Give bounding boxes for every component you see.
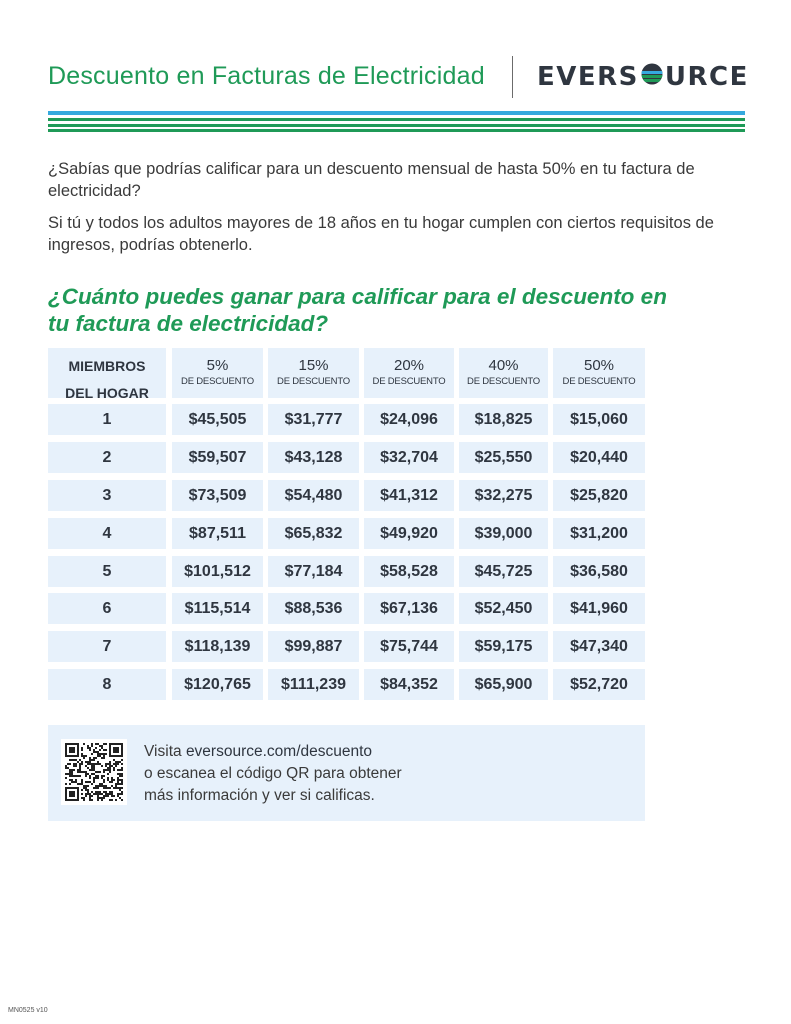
info-box bbox=[48, 725, 645, 821]
income-limit-cell: $118,139 bbox=[172, 631, 263, 662]
green-stripe bbox=[48, 118, 745, 121]
income-limit-cell: $52,720 bbox=[553, 669, 645, 700]
income-limit-cell: $87,511 bbox=[172, 518, 263, 549]
income-limit-cell: $59,175 bbox=[459, 631, 548, 662]
income-limit-cell: $84,352 bbox=[364, 669, 454, 700]
income-limit-cell: $20,440 bbox=[553, 442, 645, 473]
household-members-cell: 8 bbox=[48, 669, 166, 700]
column-header bbox=[172, 348, 263, 398]
column-header bbox=[553, 348, 645, 398]
income-limit-cell: $31,777 bbox=[268, 404, 359, 435]
column-header-percent: 50% bbox=[583, 357, 615, 374]
income-limit-cell: $47,340 bbox=[553, 631, 645, 662]
income-limit-cell: $36,580 bbox=[553, 556, 645, 587]
household-members-cell: 6 bbox=[48, 593, 166, 624]
household-members-cell: 4 bbox=[48, 518, 166, 549]
column-header bbox=[364, 348, 454, 398]
column-header bbox=[268, 348, 359, 398]
income-limit-cell: $45,505 bbox=[172, 404, 263, 435]
household-members-cell: 1 bbox=[48, 404, 166, 435]
income-limit-cell: $43,128 bbox=[268, 442, 359, 473]
income-limit-cell: $52,450 bbox=[459, 593, 548, 624]
income-limit-cell: $75,744 bbox=[364, 631, 454, 662]
income-limit-cell: $45,725 bbox=[459, 556, 548, 587]
income-limit-cell: $24,096 bbox=[364, 404, 454, 435]
info-line3: más información y ver si calificas. bbox=[144, 787, 375, 804]
blue-stripe bbox=[48, 111, 745, 115]
intro-paragraph: ¿Sabías que podrías calificar para un descuento mensual de hasta 50% en tu factura de electricidad? bbox=[48, 160, 695, 200]
column-header-percent: 20% bbox=[393, 357, 425, 374]
green-stripe bbox=[48, 129, 745, 132]
income-limit-cell: $59,507 bbox=[172, 442, 263, 473]
income-limit-cell: $32,275 bbox=[459, 480, 548, 511]
income-limit-cell: $115,514 bbox=[172, 593, 263, 624]
info-line1 bbox=[144, 741, 402, 763]
info-line2: o escanea el código QR para obtener bbox=[144, 765, 402, 782]
section-heading: ¿Cuánto puedes ganar para calificar para el descuento en tu factura de electricidad? bbox=[48, 284, 667, 336]
document-code: MN0525 v10 bbox=[8, 1007, 48, 1014]
income-limit-cell: $73,509 bbox=[172, 480, 263, 511]
income-limit-cell: $54,480 bbox=[268, 480, 359, 511]
income-limit-cell: $101,512 bbox=[172, 556, 263, 587]
descuento-link[interactable]: eversource.com/descuento bbox=[185, 743, 373, 760]
income-limit-cell: $32,704 bbox=[364, 442, 454, 473]
income-limit-cell: $41,312 bbox=[364, 480, 454, 511]
income-limit-cell: $88,536 bbox=[268, 593, 359, 624]
income-limit-cell: $49,920 bbox=[364, 518, 454, 549]
column-header-percent: 5% bbox=[206, 357, 229, 374]
income-limit-cell: $58,528 bbox=[364, 556, 454, 587]
household-members-cell: 5 bbox=[48, 556, 166, 587]
members-header-line1: MIEMBROS bbox=[68, 358, 146, 374]
logo-text-right: URCE bbox=[664, 62, 749, 92]
income-limit-cell: $31,200 bbox=[553, 518, 645, 549]
column-header-subtitle: DE DESCUENTO bbox=[181, 376, 254, 387]
column-header-subtitle: DE DESCUENTO bbox=[277, 376, 350, 387]
income-limit-cell: $77,184 bbox=[268, 556, 359, 587]
column-header-percent: 40% bbox=[488, 357, 519, 374]
green-stripe bbox=[48, 124, 745, 127]
column-header-subtitle: DE DESCUENTO bbox=[372, 376, 446, 387]
income-limit-cell: $67,136 bbox=[364, 593, 454, 624]
page-title: Descuento en Facturas de Electricidad bbox=[48, 62, 485, 90]
qr-code-icon[interactable] bbox=[61, 739, 127, 805]
income-limit-cell: $25,820 bbox=[553, 480, 645, 511]
income-limit-cell: $41,960 bbox=[553, 593, 645, 624]
info-text bbox=[144, 741, 402, 807]
income-limit-cell: $39,000 bbox=[459, 518, 548, 549]
column-header-subtitle: DE DESCUENTO bbox=[467, 376, 540, 387]
income-limit-cell: $111,239 bbox=[268, 669, 359, 700]
globe-o-icon bbox=[640, 62, 664, 93]
logo-text-left: EVERS bbox=[537, 62, 639, 92]
visit-prefix: Visita bbox=[144, 743, 186, 760]
column-header bbox=[459, 348, 548, 398]
column-header-subtitle: DE DESCUENTO bbox=[562, 376, 636, 387]
income-limit-cell: $120,765 bbox=[172, 669, 263, 700]
members-header bbox=[48, 348, 166, 401]
household-members-cell: 2 bbox=[48, 442, 166, 473]
income-limit-cell: $65,900 bbox=[459, 669, 548, 700]
intro-paragraph: Si tú y todos los adultos mayores de 18 años en tu hogar cumplen con ciertos requisitos de ingresos, podrías obtenerlo. bbox=[48, 214, 714, 254]
header-divider bbox=[512, 56, 513, 98]
members-header-line2: DEL HOGAR bbox=[65, 385, 149, 401]
household-members-cell: 3 bbox=[48, 480, 166, 511]
income-limit-cell: $65,832 bbox=[268, 518, 359, 549]
household-members-cell: 7 bbox=[48, 631, 166, 662]
column-header-percent: 15% bbox=[298, 357, 329, 374]
income-limit-cell: $18,825 bbox=[459, 404, 548, 435]
income-limit-cell: $15,060 bbox=[553, 404, 645, 435]
income-limit-cell: $25,550 bbox=[459, 442, 548, 473]
eversource-logo bbox=[537, 60, 749, 94]
income-limit-cell: $99,887 bbox=[268, 631, 359, 662]
